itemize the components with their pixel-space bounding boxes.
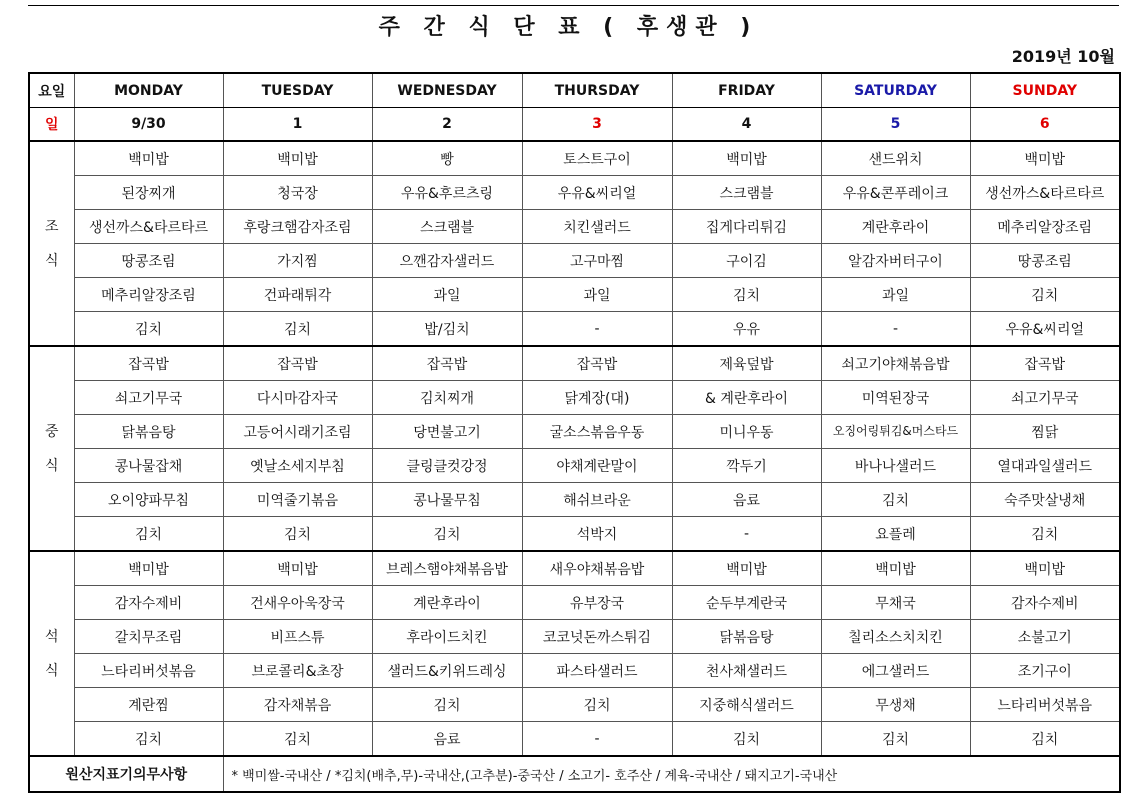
menu-item: 닭볶음탕 (74, 415, 223, 449)
menu-item: 구이김 (672, 244, 821, 278)
menu-item: 브로콜리&초장 (223, 654, 372, 688)
menu-item: 감자수제비 (970, 586, 1120, 620)
menu-item: 닭계장(대) (522, 381, 672, 415)
menu-item: 김치 (970, 517, 1120, 552)
menu-row (29, 722, 1120, 757)
menu-item: 우유&콘푸레이크 (821, 176, 970, 210)
menu-item: 우유&씨리얼 (970, 312, 1120, 347)
menu-item: 스크램블 (672, 176, 821, 210)
menu-item: 감자채볶음 (223, 688, 372, 722)
menu-item: 백미밥 (970, 141, 1120, 176)
menu-item: 음료 (372, 722, 522, 757)
menu-row (29, 654, 1120, 688)
menu-item: 잡곡밥 (372, 346, 522, 381)
menu-item: 계란후라이 (821, 210, 970, 244)
origin-notice-row (29, 756, 1120, 792)
menu-item: 제육덮밥 (672, 346, 821, 381)
menu-item: 김치 (372, 517, 522, 552)
menu-item: 당면불고기 (372, 415, 522, 449)
date-cell: 2 (372, 108, 522, 142)
menu-item: 김치 (970, 278, 1120, 312)
menu-item: 땅콩조림 (970, 244, 1120, 278)
menu-item: 콩나물잡채 (74, 449, 223, 483)
menu-item: 김치찌개 (372, 381, 522, 415)
menu-item: 메추리알장조림 (74, 278, 223, 312)
menu-item: 김치 (223, 722, 372, 757)
menu-item: 석박지 (522, 517, 672, 552)
menu-item: 계란후라이 (372, 586, 522, 620)
menu-item: 잡곡밥 (522, 346, 672, 381)
menu-row (29, 620, 1120, 654)
menu-item: 미역된장국 (821, 381, 970, 415)
menu-item: 느타리버섯볶음 (74, 654, 223, 688)
menu-item: 김치 (74, 517, 223, 552)
menu-item: 갈치무조림 (74, 620, 223, 654)
menu-item: 쇠고기무국 (74, 381, 223, 415)
menu-item: 브레스햄야채볶음밥 (372, 551, 522, 586)
menu-item: 김치 (74, 722, 223, 757)
menu-row (29, 688, 1120, 722)
menu-item: - (522, 312, 672, 347)
menu-row (29, 449, 1120, 483)
day-sunday: SUNDAY (970, 73, 1120, 108)
date-cell-holiday: 3 (522, 108, 672, 142)
menu-item: 백미밥 (74, 551, 223, 586)
lunch-label: 중 식 (29, 346, 74, 551)
menu-item: 청국장 (223, 176, 372, 210)
date-cell: 1 (223, 108, 372, 142)
menu-row (29, 381, 1120, 415)
menu-item: 야채계란말이 (522, 449, 672, 483)
menu-item: 백미밥 (74, 141, 223, 176)
menu-item: 코코넛돈까스튀김 (522, 620, 672, 654)
menu-row (29, 586, 1120, 620)
menu-item: 오징어링튀김&머스타드 (821, 415, 970, 449)
menu-item: 김치 (821, 722, 970, 757)
date-label: 일 (29, 108, 74, 142)
menu-row (29, 483, 1120, 517)
menu-item: & 계란후라이 (672, 381, 821, 415)
date-cell-saturday: 5 (821, 108, 970, 142)
menu-item: 김치 (522, 688, 672, 722)
menu-item: 감자수제비 (74, 586, 223, 620)
menu-item: 김치 (74, 312, 223, 347)
date-row (29, 108, 1120, 142)
menu-item: 다시마감자국 (223, 381, 372, 415)
page-title: 주 간 식 단 표 ( 후생관 ) (378, 15, 759, 40)
menu-row (29, 312, 1120, 347)
menu-item: 생선까스&타르타르 (74, 210, 223, 244)
menu-row (29, 176, 1120, 210)
menu-item: 밥/김치 (372, 312, 522, 347)
menu-item: - (672, 517, 821, 552)
menu-item: 백미밥 (223, 141, 372, 176)
menu-item: 우유&씨리얼 (522, 176, 672, 210)
menu-item: 으깬감자샐러드 (372, 244, 522, 278)
header-row (29, 73, 1120, 108)
menu-item: 빵 (372, 141, 522, 176)
dinner-label: 석 식 (29, 551, 74, 756)
menu-item: 잡곡밥 (74, 346, 223, 381)
menu-item: 김치 (223, 312, 372, 347)
menu-item: 요플레 (821, 517, 970, 552)
menu-row (29, 278, 1120, 312)
menu-item: 김치 (672, 722, 821, 757)
menu-item: 천사채샐러드 (672, 654, 821, 688)
menu-item: 생선까스&타르타르 (970, 176, 1120, 210)
day-saturday: SATURDAY (821, 73, 970, 108)
menu-item: - (821, 312, 970, 347)
menu-item: 김치 (970, 722, 1120, 757)
menu-item: 음료 (672, 483, 821, 517)
menu-item: 백미밥 (970, 551, 1120, 586)
menu-item: 쇠고기야채볶음밥 (821, 346, 970, 381)
menu-item: 새우야채볶음밥 (522, 551, 672, 586)
menu-row (29, 551, 1120, 586)
menu-item: 과일 (372, 278, 522, 312)
menu-item: 토스트구이 (522, 141, 672, 176)
menu-item: 지중해식샐러드 (672, 688, 821, 722)
menu-row (29, 244, 1120, 278)
origin-notice-label: 원산지표기의무사항 (29, 756, 223, 792)
menu-item: 옛날소세지부침 (223, 449, 372, 483)
menu-item: 과일 (821, 278, 970, 312)
menu-row (29, 415, 1120, 449)
breakfast-label: 조 식 (29, 141, 74, 346)
menu-item: 백미밥 (821, 551, 970, 586)
menu-item: 닭볶음탕 (672, 620, 821, 654)
menu-item: 과일 (522, 278, 672, 312)
menu-item: 백미밥 (223, 551, 372, 586)
menu-item: 느타리버섯볶음 (970, 688, 1120, 722)
weekday-label: 요일 (29, 73, 74, 108)
menu-item: 순두부계란국 (672, 586, 821, 620)
menu-item: 김치 (672, 278, 821, 312)
date-cell-sunday: 6 (970, 108, 1120, 142)
menu-item: 미니우동 (672, 415, 821, 449)
menu-item: 가지찜 (223, 244, 372, 278)
day-thursday: THURSDAY (522, 73, 672, 108)
menu-item: 비프스튜 (223, 620, 372, 654)
menu-row (29, 210, 1120, 244)
day-tuesday: TUESDAY (223, 73, 372, 108)
menu-item: 유부장국 (522, 586, 672, 620)
menu-item: 파스타샐러드 (522, 654, 672, 688)
menu-item: 소불고기 (970, 620, 1120, 654)
menu-item: 에그샐러드 (821, 654, 970, 688)
menu-item: 된장찌개 (74, 176, 223, 210)
menu-item: 깍두기 (672, 449, 821, 483)
menu-item: 쇠고기무국 (970, 381, 1120, 415)
menu-item: 클링클컷강정 (372, 449, 522, 483)
menu-item: 콩나물무침 (372, 483, 522, 517)
menu-row (29, 141, 1120, 176)
menu-item: 바나나샐러드 (821, 449, 970, 483)
menu-item: 숙주맛살냉채 (970, 483, 1120, 517)
menu-item: 김치 (821, 483, 970, 517)
menu-item: 알감자버터구이 (821, 244, 970, 278)
date-cell: 4 (672, 108, 821, 142)
weekly-menu-table (28, 72, 1121, 793)
menu-item: 건파래튀각 (223, 278, 372, 312)
menu-item: 조기구이 (970, 654, 1120, 688)
menu-item: 샐러드&키위드레싱 (372, 654, 522, 688)
menu-item: 건새우아욱장국 (223, 586, 372, 620)
menu-row (29, 346, 1120, 381)
menu-item: 스크램블 (372, 210, 522, 244)
menu-item: 집게다리튀김 (672, 210, 821, 244)
menu-item: 백미밥 (672, 551, 821, 586)
menu-item: 무채국 (821, 586, 970, 620)
date-cell: 9/30 (74, 108, 223, 142)
menu-item: 치킨샐러드 (522, 210, 672, 244)
day-wednesday: WEDNESDAY (372, 73, 522, 108)
menu-item: 칠리소스치치킨 (821, 620, 970, 654)
menu-date: 2019년 10월 (1011, 47, 1115, 66)
menu-item: 무생채 (821, 688, 970, 722)
menu-item: 고등어시래기조림 (223, 415, 372, 449)
menu-item: 후랑크햄감자조림 (223, 210, 372, 244)
menu-item: 고구마찜 (522, 244, 672, 278)
menu-item: 해쉬브라운 (522, 483, 672, 517)
day-friday: FRIDAY (672, 73, 821, 108)
menu-item: 오이양파무침 (74, 483, 223, 517)
top-rule (28, 5, 1119, 6)
origin-notice-text: * 백미쌀-국내산 / *김치(배추,무)-국내산,(고추분)-중국산 / 소고기- 호주산 / 계육-국내산 / 돼지고기-국내산 (223, 756, 1120, 792)
menu-item: 굴소스볶음우동 (522, 415, 672, 449)
menu-item: 찜닭 (970, 415, 1120, 449)
menu-item: 우유&후르츠링 (372, 176, 522, 210)
menu-item: 잡곡밥 (223, 346, 372, 381)
menu-item: 우유 (672, 312, 821, 347)
menu-item: - (522, 722, 672, 757)
menu-item: 김치 (372, 688, 522, 722)
day-monday: MONDAY (74, 73, 223, 108)
menu-row (29, 517, 1120, 552)
menu-item: 메추리알장조림 (970, 210, 1120, 244)
menu-item: 샌드위치 (821, 141, 970, 176)
menu-item: 땅콩조림 (74, 244, 223, 278)
menu-item: 백미밥 (672, 141, 821, 176)
menu-item: 미역줄기볶음 (223, 483, 372, 517)
menu-item: 계란찜 (74, 688, 223, 722)
menu-item: 후라이드치킨 (372, 620, 522, 654)
menu-item: 열대과일샐러드 (970, 449, 1120, 483)
menu-item: 잡곡밥 (970, 346, 1120, 381)
menu-item: 김치 (223, 517, 372, 552)
